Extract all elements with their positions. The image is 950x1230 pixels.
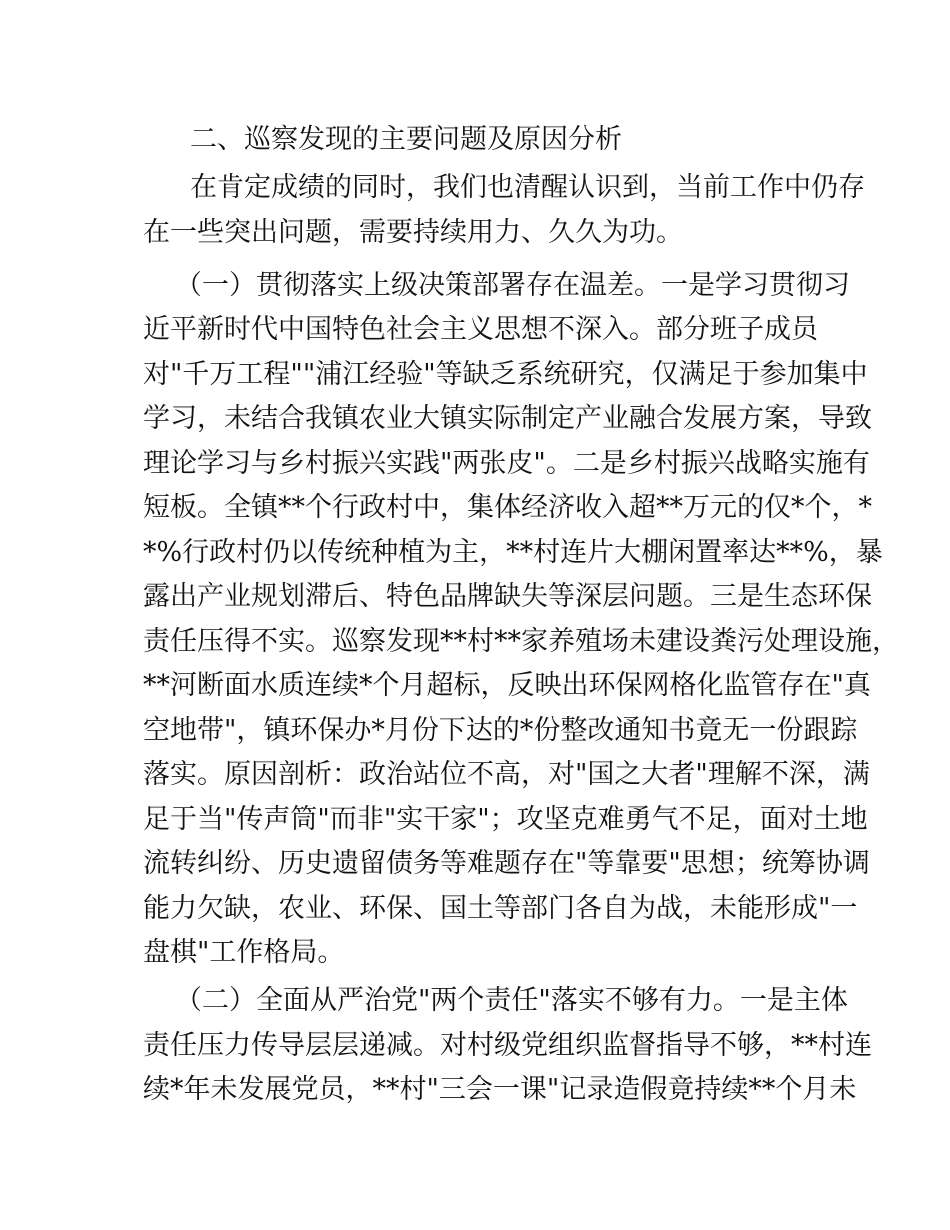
text-line: 续*年未发展党员，**村"三会一课"记录造假竟持续**个月未 <box>143 1074 857 1105</box>
text-line: 露出产业规划滞后、特色品牌缺失等深层问题。三是生态环保 <box>143 581 872 612</box>
text-line: 责任压力传导层层递减。对村级党组织监督指导不够，**村连 <box>143 1029 872 1061</box>
text-line: 足于当"传声筒"而非"实干家"；攻坚克难勇气不足，面对土地 <box>143 803 868 835</box>
section-heading: 二、巡察发现的主要问题及原因分析 <box>190 124 622 155</box>
text-line: 在一些突出问题，需要持续用力、久久为功。 <box>143 216 683 248</box>
text-line: （一）贯彻落实上级决策部署存在温差。一是学习贯彻习 <box>175 269 850 301</box>
text-line: **河断面水质连续*个月超标，反映出环保网格化监管存在"真 <box>143 670 871 701</box>
document-page <box>143 118 899 1113</box>
text-line: 责任压得不实。巡察发现**村**家养殖场未建设粪污处理设施， <box>143 625 899 657</box>
text-line: 学习，未结合我镇农业大镇实际制定产业融合发展方案，导致 <box>143 403 872 434</box>
text-line: 理论学习与乡村振兴实践"两张皮"。二是乡村振兴战略实施有 <box>143 447 870 479</box>
text-line: 在肯定成绩的同时，我们也清醒认识到，当前工作中仍存 <box>190 172 865 203</box>
text-line: 能力欠缺，农业、环保、国土等部门各自为战，未能形成"一 <box>143 892 858 924</box>
text-line: 盘棋"工作格局。 <box>143 937 345 968</box>
paragraph-issue-1 <box>143 264 899 976</box>
text-line: 流转纠纷、历史遗留债务等难题存在"等靠要"思想；统筹协调 <box>143 848 870 879</box>
paragraph-issue-2 <box>143 979 872 1113</box>
text-line: （二）全面从严治党"两个责任"落实不够有力。一是主体 <box>175 985 848 1016</box>
text-line: *%行政村仍以传统种植为主，**村连片大棚闲置率达**%，暴 <box>143 536 883 568</box>
text-line: 落实。原因剖析：政治站位不高，对"国之大者"理解不深，满 <box>143 759 870 790</box>
paragraph-intro <box>143 166 865 255</box>
text-line: 对"千万工程""浦江经验"等缺乏系统研究，仅满足于参加集中 <box>143 358 868 390</box>
text-line: 近平新时代中国特色社会主义思想不深入。部分班子成员 <box>143 314 818 345</box>
text-line: 短板。全镇**个行政村中，集体经济收入超**万元的仅*个，* <box>143 492 872 523</box>
text-line: 空地带"，镇环保办*月份下达的*份整改通知书竟无一份跟踪 <box>143 714 858 746</box>
